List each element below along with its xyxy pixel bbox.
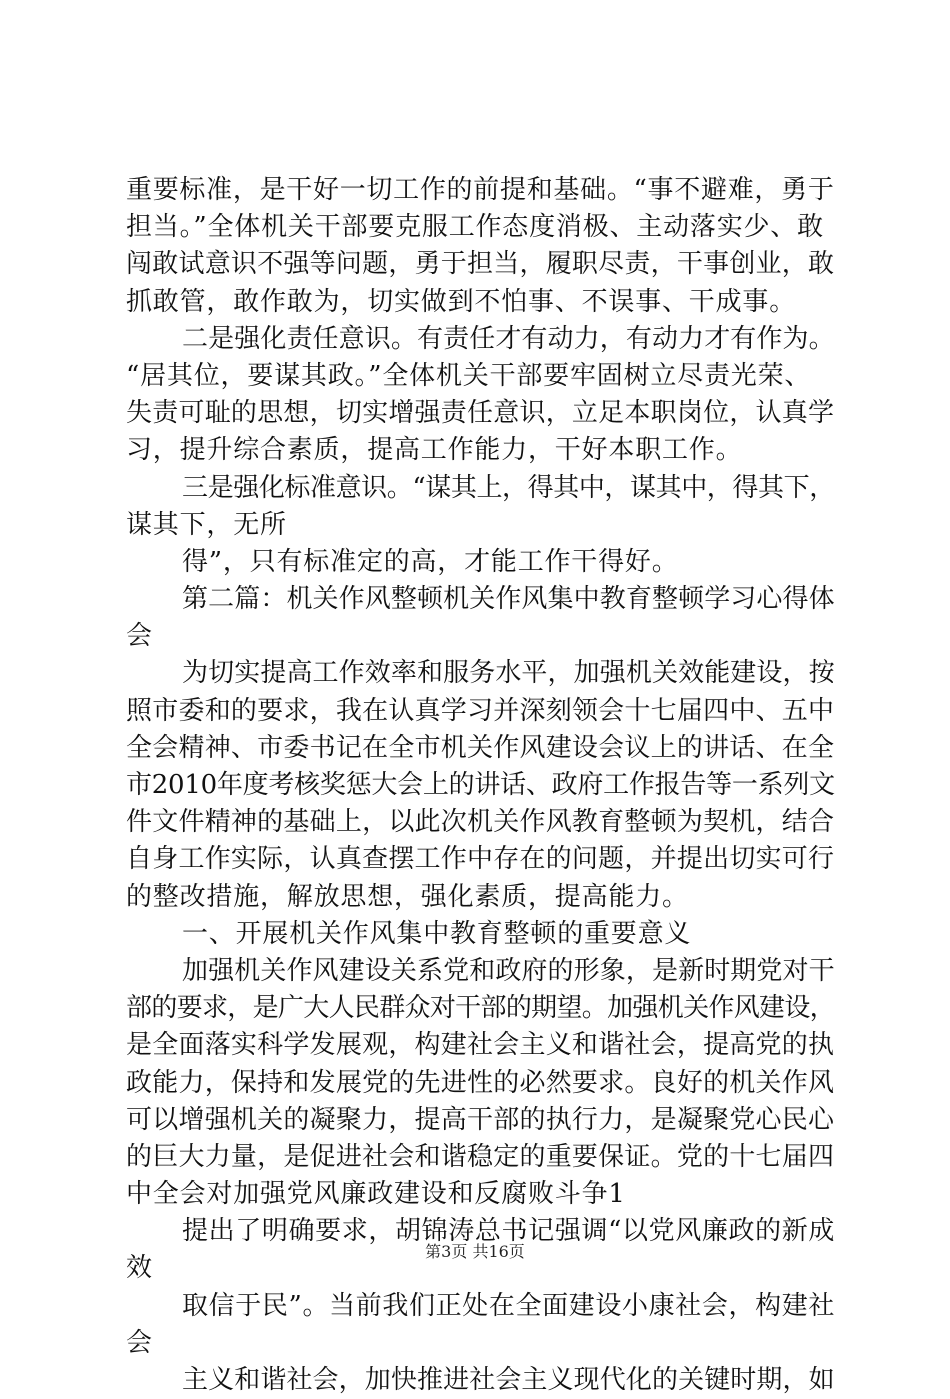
text-line: 件文件精神的基础上，以此次机关作风教育整顿为契机，结合 bbox=[126, 807, 835, 838]
text-line: 的整改措施，解放思想，强化素质，提高能力。 bbox=[126, 881, 689, 912]
text-line: 会 bbox=[126, 1327, 153, 1358]
text-line: 主义和谐社会，加快推进社会主义现代化的关键时期，如 bbox=[182, 1365, 835, 1395]
text-line: 担当。”全体机关干部要克服工作态度消极、主动落实少、敢 bbox=[126, 212, 824, 243]
text-line: 谋其下，无所 bbox=[126, 509, 287, 540]
text-line: 全会精神、市委书记在全市机关作风建设会议上的讲话、在全 bbox=[126, 732, 835, 763]
text-line: 中全会对加强党风廉政建设和反腐败斗争1 bbox=[126, 1179, 626, 1210]
text-line: “居其位，要谋其政。”全体机关干部要牢固树立尽责光荣、 bbox=[126, 360, 812, 391]
text-line: 闯敢试意识不强等问题，勇于担当，履职尽责，干事创业，敢 bbox=[126, 249, 835, 280]
page-footer bbox=[0, 1239, 950, 1262]
text-line: 是全面落实科学发展观，构建社会主义和谐社会，提高党的执 bbox=[126, 1030, 835, 1061]
text-line: 三是强化标准意识。“谋其上，得其中，谋其中，得其下， bbox=[182, 472, 835, 503]
section-heading: 第二篇：机关作风整顿机关作风集中教育整顿学习心得体 bbox=[182, 584, 835, 615]
text-line: 可以增强机关的凝聚力，提高干部的执行力，是凝聚党心民心 bbox=[126, 1104, 835, 1135]
text-line: 重要标准，是干好一切工作的前提和基础。“事不避难，勇于 bbox=[126, 175, 835, 205]
text-line: 提出了明确要求，胡锦涛总书记强调“以党风廉政的新成 bbox=[182, 1216, 836, 1247]
text-line: 习，提升综合素质，提高工作能力，干好本职工作。 bbox=[126, 435, 743, 466]
text-line: 市2010年度考核奖惩大会上的讲话、政府工作报告等一系列文 bbox=[126, 770, 835, 800]
document-body bbox=[126, 172, 836, 1399]
text-line: 取信于民”。当前我们正处在全面建设小康社会，构建社 bbox=[182, 1290, 836, 1321]
subsection-heading: 一、开展机关作风集中教育整顿的重要意义 bbox=[182, 918, 692, 949]
text-line: 照市委和的要求，我在认真学习并深刻领会十七届四中、五中 bbox=[126, 695, 835, 726]
text-line: 效 bbox=[126, 1253, 153, 1284]
text-line: 加强机关作风建设关系党和政府的形象，是新时期党对干 bbox=[182, 955, 835, 986]
text-line: 抓敢管，敢作敢为，切实做到不怕事、不误事、干成事。 bbox=[126, 286, 797, 317]
text-line: 政能力，保持和发展党的先进性的必然要求。良好的机关作风 bbox=[126, 1067, 835, 1098]
text-line: 二是强化责任意识。有责任才有动力，有动力才有作为。 bbox=[182, 323, 835, 354]
text-line: 失责可耻的思想，切实增强责任意识，立足本职岗位，认真学 bbox=[126, 398, 835, 429]
text-line: 得”，只有标准定的高，才能工作干得好。 bbox=[182, 546, 679, 577]
text-line: 的巨大力量，是促进社会和谐稳定的重要保证。党的十七届四 bbox=[126, 1141, 835, 1172]
page-number: 第3页 共16页 bbox=[425, 1242, 525, 1261]
section-heading-continued: 会 bbox=[126, 621, 153, 652]
text-line: 自身工作实际，认真查摆工作中存在的问题，并提出切实可行 bbox=[126, 844, 835, 875]
text-line: 为切实提高工作效率和服务水平，加强机关效能建设，按 bbox=[182, 658, 835, 689]
text-line: 部的要求，是广大人民群众对干部的期望。加强机关作风建设， bbox=[126, 993, 836, 1024]
